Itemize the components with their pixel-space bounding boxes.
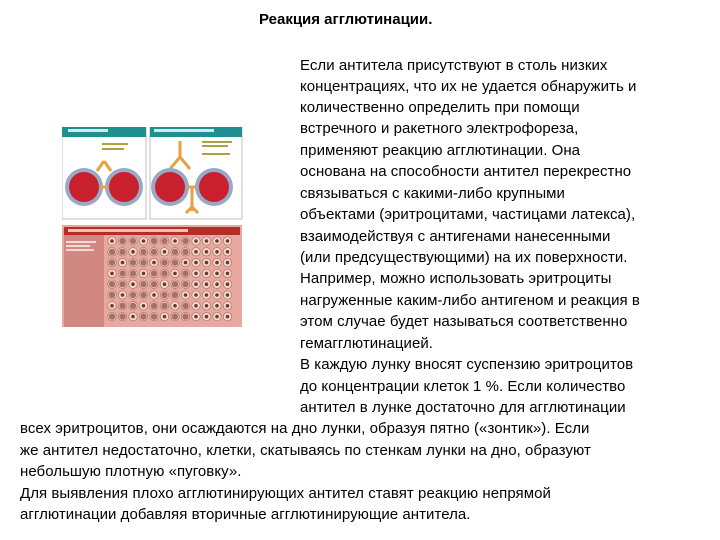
well-sediment: [173, 304, 177, 308]
text-line: гемагглютинацией.: [300, 335, 434, 352]
well-sediment: [161, 238, 167, 244]
well-sediment: [131, 282, 135, 286]
well-sediment: [182, 281, 188, 287]
well-sediment: [205, 282, 209, 286]
well-sediment: [194, 282, 198, 286]
agglutination-figure: [62, 127, 258, 327]
text-line: (или предсуществующими) на их поверхности.: [300, 249, 628, 266]
text-line: всех эритроцитов, они осаждаются на дно лунки, образуя пятно («зонтик»). Если: [20, 420, 590, 437]
well-sediment: [119, 281, 125, 287]
well-sediment: [151, 238, 157, 244]
well-sediment: [109, 249, 115, 255]
well-sediment: [226, 304, 230, 308]
well-sediment: [151, 249, 157, 255]
well-sediment: [172, 313, 178, 319]
well-sediment: [109, 292, 115, 298]
well-sediment: [215, 282, 219, 286]
well-sediment: [119, 249, 125, 255]
well-sediment: [151, 270, 157, 276]
well-sediment: [215, 250, 219, 254]
well-sediment: [110, 272, 114, 276]
well-sediment: [131, 315, 135, 319]
well-sediment: [173, 239, 177, 243]
well-sediment: [130, 292, 136, 298]
well-sediment: [205, 293, 209, 297]
well-sediment: [151, 281, 157, 287]
text-line: нагруженные каким-либо антигеном и реакция в: [300, 292, 640, 309]
well-sediment: [121, 293, 125, 297]
well-sediment: [152, 261, 156, 265]
text-line: связываться с какими-либо крупными: [300, 185, 565, 202]
well-sediment: [161, 292, 167, 298]
well-sediment: [194, 293, 198, 297]
direct-agglutination-panel: [62, 127, 146, 219]
well-sediment: [226, 315, 230, 319]
well-sediment: [163, 282, 167, 286]
well-sediment: [226, 261, 230, 265]
well-sediment: [140, 292, 146, 298]
well-sediment: [142, 239, 146, 243]
well-sediment: [109, 313, 115, 319]
well-sediment: [194, 315, 198, 319]
well-sediment: [182, 270, 188, 276]
well-sediment: [110, 239, 114, 243]
text-line: Для выявления плохо агглютинирующих антител ставят реакцию непрямой: [20, 485, 551, 502]
well-sediment: [130, 238, 136, 244]
well-sediment: [182, 249, 188, 255]
well-sediment: [215, 293, 219, 297]
well-sediment: [152, 293, 156, 297]
well-sediment: [182, 313, 188, 319]
plate-legend: [64, 235, 104, 327]
well-sediment: [161, 270, 167, 276]
well-sediment: [226, 293, 230, 297]
well-sediment: [172, 292, 178, 298]
indirect-agglutination-panel: [150, 127, 242, 219]
well-sediment: [194, 261, 198, 265]
text-line: концентрациях, что их не удается обнаружить и: [300, 78, 637, 95]
text-line: небольшую плотную «пуговку».: [20, 463, 242, 480]
well-sediment: [205, 272, 209, 276]
well-sediment: [172, 281, 178, 287]
well-sediment: [205, 315, 209, 319]
well-sediment: [110, 304, 114, 308]
well-sediment: [163, 315, 167, 319]
well-sediment: [140, 259, 146, 265]
text-line: Если антитела присутствуют в столь низких: [300, 57, 608, 74]
well-sediment: [151, 303, 157, 309]
text-line: объектами (эритроцитами, частицами латекса),: [300, 206, 636, 223]
text-line: количественно определить при помощи: [300, 99, 580, 116]
well-sediment: [109, 259, 115, 265]
well-sediment: [226, 282, 230, 286]
well-sediment: [172, 259, 178, 265]
well-sediment: [121, 261, 125, 265]
well-sediment: [119, 238, 125, 244]
text-line: основана на способности антител перекрестно: [300, 163, 632, 180]
well-sediment: [142, 304, 146, 308]
well-sediment: [163, 250, 167, 254]
text-line: до концентрации клеток 1 %. Если количество: [300, 378, 626, 395]
well-sediment: [184, 261, 188, 265]
well-sediment: [205, 250, 209, 254]
well-sediment: [173, 272, 177, 276]
well-sediment: [151, 313, 157, 319]
well-sediment: [119, 270, 125, 276]
well-sediment: [161, 303, 167, 309]
well-sediment: [215, 315, 219, 319]
well-sediment: [205, 261, 209, 265]
well-sediment: [109, 281, 115, 287]
text-line: применяют реакцию агглютинации. Она: [300, 142, 581, 159]
well-sediment: [226, 250, 230, 254]
well-sediment: [130, 270, 136, 276]
well-sediment: [194, 272, 198, 276]
well-sediment: [182, 238, 188, 244]
text-line: Например, можно использовать эритроциты: [300, 270, 612, 287]
well-sediment: [205, 304, 209, 308]
well-sediment: [119, 313, 125, 319]
well-sediment: [140, 249, 146, 255]
text-line: В каждую лунку вносят суспензию эритроцитов: [300, 356, 634, 373]
well-sediment: [161, 259, 167, 265]
well-sediment: [131, 250, 135, 254]
well-sediment: [119, 303, 125, 309]
well-sediment: [140, 281, 146, 287]
text-line: взаимодействуя с антигенами нанесенными: [300, 228, 611, 245]
well-sediment: [194, 239, 198, 243]
well-sediment: [226, 239, 230, 243]
text-line: антител в лунке достаточно для агглютинации: [300, 399, 626, 416]
well-sediment: [184, 293, 188, 297]
well-sediment: [215, 261, 219, 265]
well-sediment: [130, 259, 136, 265]
microplate: [62, 225, 242, 327]
well-sediment: [172, 249, 178, 255]
well-sediment: [142, 272, 146, 276]
well-sediment: [130, 303, 136, 309]
well-sediment: [226, 272, 230, 276]
well-sediment: [215, 272, 219, 276]
text-line: же антител недостаточно, клетки, скатываясь по стенкам лунки на дно, образуют: [20, 442, 591, 459]
well-sediment: [215, 304, 219, 308]
well-sediment: [194, 250, 198, 254]
well-sediment: [182, 303, 188, 309]
slide-title: Реакция агглютинации.: [259, 11, 433, 28]
well-sediment: [194, 304, 198, 308]
text-line: этом случае будет называться соответственно: [300, 313, 628, 330]
text-line: встречного и ракетного электрофореза,: [300, 120, 579, 137]
well-sediment: [140, 313, 146, 319]
well-sediment: [205, 239, 209, 243]
text-line: агглютинации добавляя вторичные агглютинирующие антитела.: [20, 506, 471, 523]
well-sediment: [215, 239, 219, 243]
